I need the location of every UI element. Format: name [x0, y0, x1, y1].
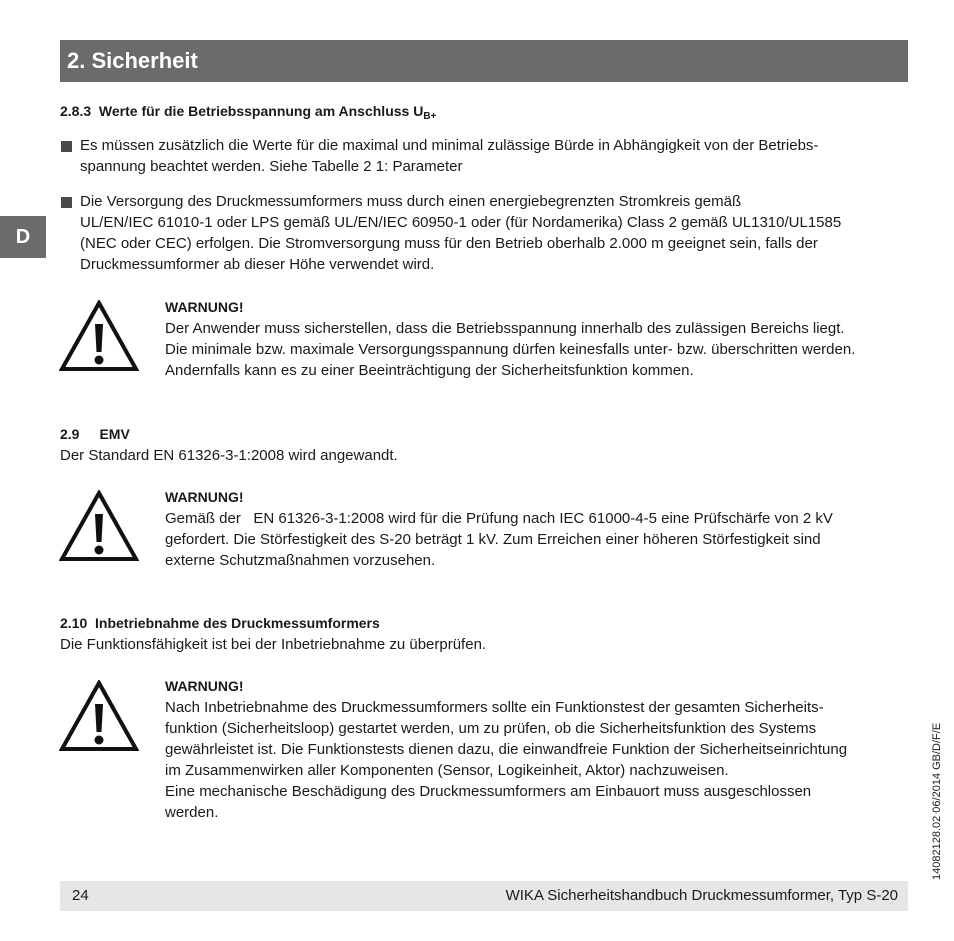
heading-2-8-3: 2.8.3 Werte für die Betriebsspannung am Anschluss $U_{B+}$: [60, 103, 437, 122]
paragraph-2-10: Die Funktionsfähigkeit ist bei der Inbetriebnahme zu überprüfen.: [60, 636, 487, 653]
warning-box-1: [165, 297, 910, 381]
square-bullet-icon: [61, 141, 72, 152]
document-code: 14082128.02 06/2014 GB/D/F/E: [931, 722, 943, 880]
bullet-item-2: Die Versorgung des Druckmessumformers muss durch einen energiebegrenzten Stromkreis gemäß UL/EN/IEC 61010-1 oder LPS gemäß UL/EN/IEC 60950-1 oder (für Nordamerika) Class 2 gemäß UL1310/UL1585 (NEC oder CEC) erfolgen. Die Stromversorgung muss für den Betrieb oberhalb 2.000 m geeignet sein, falls der Druckmessumformer ab dieser Höhe verwendet wird.: [80, 193, 842, 273]
warning-triangle-icon: [59, 680, 139, 752]
warning-title: WARNUNG!: [165, 678, 244, 694]
section-title: 2. Sicherheit: [67, 48, 198, 73]
square-bullet-icon: [61, 197, 72, 208]
bullet-item-1: Es müssen zusätzlich die Werte für die maximal und minimal zulässige Bürde in Abhängigkeit von der Betriebs- spannung beachtet werden. Siehe Tabelle 2 1: Parameter: [80, 137, 819, 175]
section-header: [60, 40, 908, 82]
heading-2-10: 2.10 Inbetriebnahme des Druckmessumformers: [60, 615, 380, 631]
warning-triangle-icon: [59, 490, 139, 562]
warning-title: WARNUNG!: [165, 489, 244, 505]
warning-text: Der Anwender muss sicherstellen, dass die Betriebsspannung innerhalb des zulässigen Bereichs liegt. Die minimale bzw. maximale Versorgungsspannung dürfen keinesfalls unter- bzw. überschritten werden. Andernfalls kann es zu einer Beeinträchtigung der Sicherheitsfunktion kommen.: [165, 320, 856, 379]
page-number: 24: [72, 887, 89, 904]
warning-box-2: [165, 487, 910, 571]
warning-text: Gemäß der EN 61326-3-1:2008 wird für die Prüfung nach IEC 61000-4-5 eine Prüfschärfe von 2 kV gefordert. Die Störfestigkeit des S-20 beträgt 1 kV. Zum Erreichen einer höheren Störfestigkeit sind externe Schutzmaßnahmen vorzusehen.: [165, 510, 833, 569]
warning-text: Nach Inbetriebnahme des Druckmessumformers sollte ein Funktionstest der gesamten Sicherheits- funktion (Sicherheitsloop) gestartet werden, um zu prüfen, ob die Sicherheitsfunktion des Systems gewährleistet ist. Die Funktionstests dienen dazu, die einwandfreie Funktion der Sicherheitseinrichtung im Zusammenwirken aller Komponenten (Sensor, Logikeinheit, Aktor) nachzuweisen. Eine mechanische Beschädigung des Druckmessumformers am Einbauort muss ausgeschlossen werden.: [165, 699, 848, 821]
heading-2-9: 2.9 EMV: [60, 426, 130, 442]
warning-triangle-icon: [59, 300, 139, 372]
language-tab: D: [0, 216, 46, 258]
warning-box-3: [165, 676, 910, 823]
paragraph-2-9: Der Standard EN 61326-3-1:2008 wird angewandt.: [60, 447, 398, 464]
footer-title: WIKA Sicherheitshandbuch Druckmessumformer, Typ S-20: [505, 887, 898, 904]
warning-title: WARNUNG!: [165, 299, 244, 315]
page-footer: [60, 881, 908, 911]
